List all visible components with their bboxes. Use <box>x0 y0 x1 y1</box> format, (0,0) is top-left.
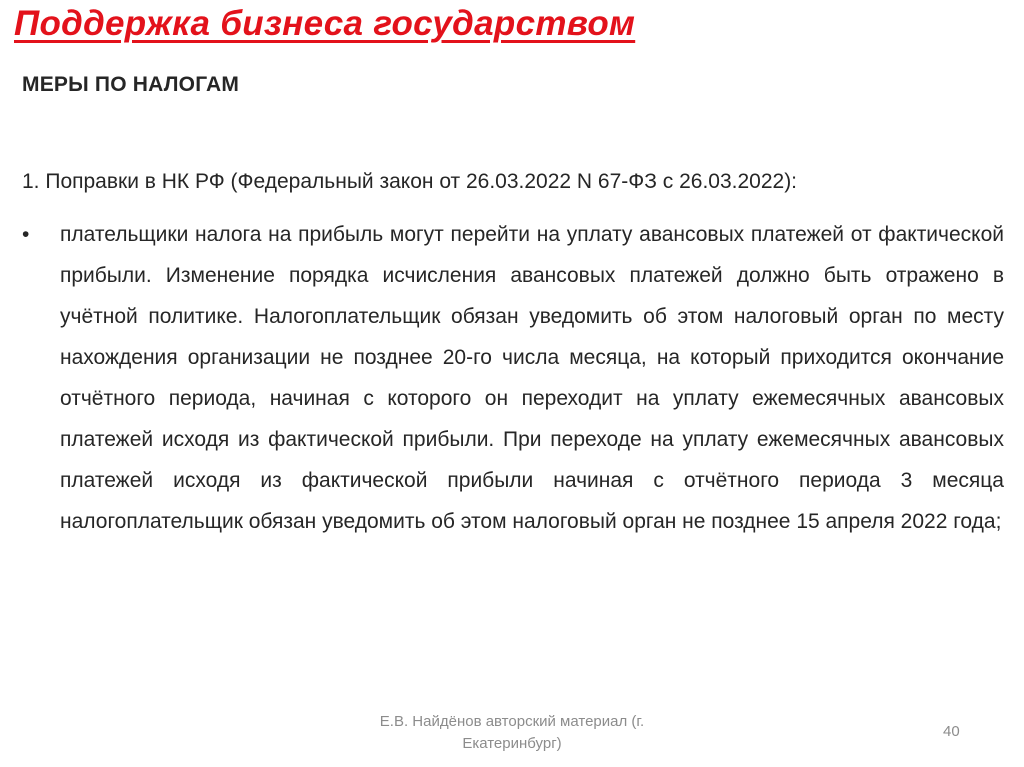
intro-line: 1. Поправки в НК РФ (Федеральный закон от 26.03.2022 N 67-ФЗ с 26.03.2022): <box>22 170 798 193</box>
slide-title: Поддержка бизнеса государством <box>14 4 636 43</box>
bullet-text: плательщики налога на прибыль могут перейти на уплату авансовых платежей от фактической прибыли. Изменение порядка исчисления авансовых платежей должно быть отражено в учётной политике. Налогоплательщик обязан уведомить об этом налоговый орган по месту нахождения организации не позднее 20-го числа месяца, на который приходится окончание отчётного периода, начиная с которого он переходит на уплату ежемесячных авансовых платежей исходя из фактической прибыли. При переходе на уплату ежемесячных авансовых платежей исходя из фактической прибыли начиная с отчётного периода 3 месяца налогоплательщик обязан уведомить об этом налоговый орган не позднее 15 апреля 2022 года; <box>60 223 1004 533</box>
footer-credit: Е.В. Найдёнов авторский материал (г. Екатеринбург) <box>379 713 645 752</box>
bullet-icon: • <box>22 223 30 246</box>
section-heading: МЕРЫ ПО НАЛОГАМ <box>22 73 240 96</box>
page-number: 40 <box>943 723 960 740</box>
